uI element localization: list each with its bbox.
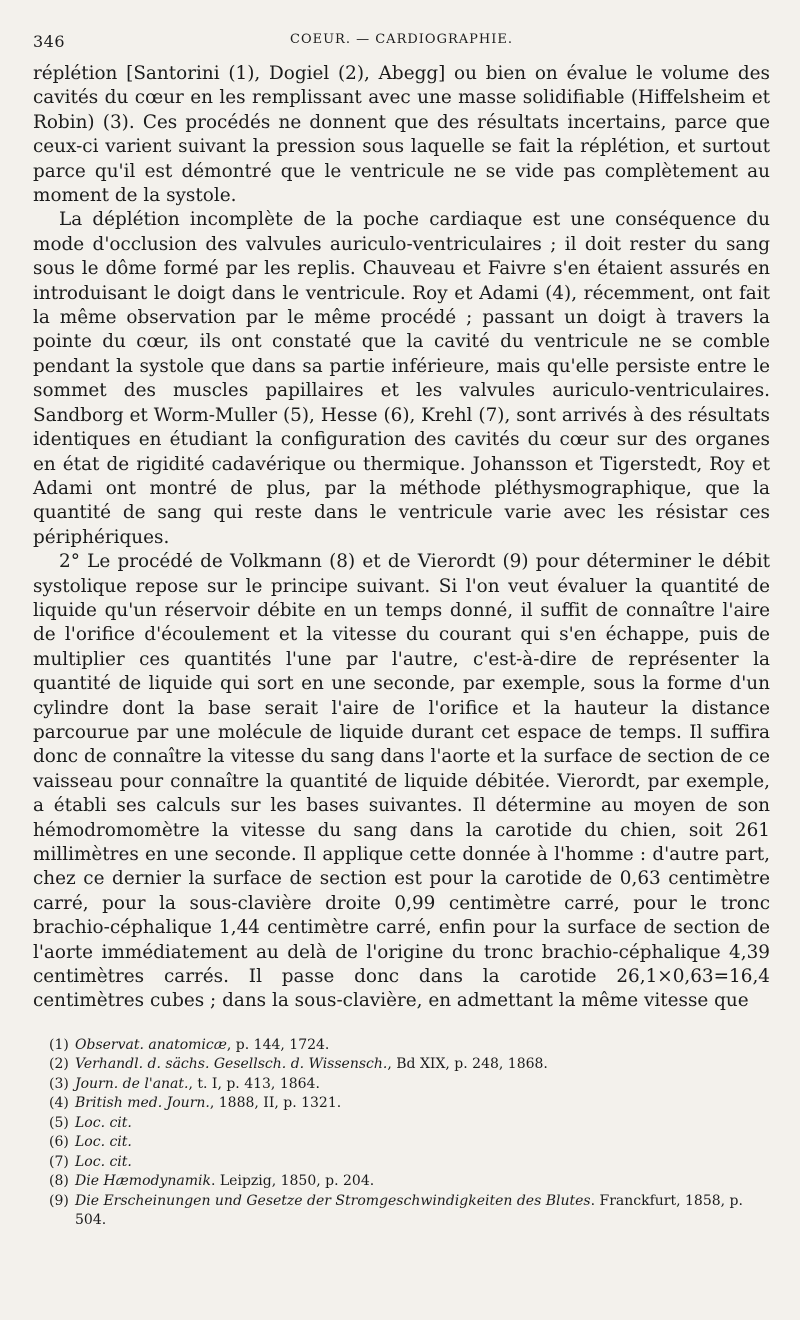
footnote-number: (1) [49,1036,69,1053]
footnote-title: Verhandl. d. sächs. Gesellsch. d. Wissensch. [75,1056,388,1073]
page-header [33,28,770,54]
footnote-title: Observat. anatomicæ [75,1036,227,1053]
footnote [33,1153,770,1173]
footnote-number: (5) [49,1114,69,1131]
footnote [33,1075,770,1095]
footnote-title: Loc. cit. [75,1114,132,1131]
footnote-title: Loc. cit. [75,1153,132,1170]
footnote-rest: , p. 144, 1724. [226,1036,330,1053]
footnote-rest: , Bd XIX, p. 248, 1868. [387,1056,548,1073]
footnote-title: Die Hæmodynamik [75,1173,211,1190]
paragraph: La déplétion incomplète de la poche cardiaque est une conséquence du mode d'occlusion des valvules auriculo-ventriculaires ; il doit rester du sang sous le dôme formé par les replis. Chauveau et Faivre s'en étaient assurés en introduisant le doigt dans le ventricule. Roy et Adami (4), récemment, ont fait la même observation par le même procédé ; passant un doigt à travers la pointe du cœur, ils ont constaté que la cavité du ventricule ne se comble pendant la systole que dans sa partie inférieure, mais qu'elle persiste entre le sommet des muscles papillaires et les valvules auriculo-ventriculaires. Sandborg et Worm-Muller (5), Hesse (6), Krehl (7), sont arrivés à des résultats identiques en étudiant la configuration des cavités du cœur sur des organes en état de rigidité cadavérique ou thermique. Johansson et Tigerstedt, Roy et Adami ont montré de plus, par la méthode pléthysmographique, que la quantité de sang qui reste dans le ventricule varie avec les résistar ces périphériques. [33,209,770,548]
footnote-rest: . Franckfurt, 1858, p. 504. [75,1192,743,1229]
footnote [33,1133,770,1153]
footnote-rest: . Leipzig, 1850, p. 204. [210,1173,375,1190]
footnote-title: Die Erscheinungen und Gesetze der Stromgeschwindigkeiten des Blutes [75,1192,591,1209]
running-head: COEUR. — CARDIOGRAPHIE. [290,32,513,47]
footnote-title: Journ. de l'anat. [75,1075,189,1092]
footnote-title: British med. Journ. [75,1095,210,1112]
footnotes [33,1036,770,1231]
footnote [33,1192,770,1231]
body-text [33,62,770,1014]
footnote-rest: , 1888, II, p. 1321. [209,1095,342,1112]
page-number: 346 [33,32,66,51]
paragraph: 2° Le procédé de Volkmann (8) et de Vierordt (9) pour déterminer le débit systolique repose sur le principe suivant. Si l'on veut évaluer la quantité de liquide qu'un réservoir débite en un temps donné, il suffit de connaître l'aire de l'orifice d'écoulement et la vitesse du courant qui s'en échappe, puis de multiplier ces quantités l'une par l'autre, c'est-à-dire de représenter la quantité de liquide qui sort en une seconde, par exemple, sous la forme d'un cylindre dont la base serait l'aire de l'orifice et la hauteur la distance parcourue par une molécule de liquide durant cet espace de temps. Il suffira donc de connaître la vitesse du sang dans l'aorte et la surface de section de ce vaisseau pour connaître la quantité de liquide débitée. Vierordt, par exemple, a établi ses calculs sur les bases suivantes. Il détermine au moyen de son hémodromomètre la vitesse du sang dans la carotide du chien, soit 261 millimètres en une seconde. Il applique cette donnée à l'homme : d'autre part, chez ce dernier la surface de section est pour la carotide de 0,63 centimètre carré, pour la sous-clavière droite 0,99 centimètre carré, pour le tronc brachio-céphalique 1,44 centimètre carré, enfin pour la surface de section de l'aorte immédiatement au delà de l'origine du tronc brachio-céphalique 4,39 centimètres carrés. Il passe donc dans la carotide 26,1×0,63=16,4 centimètres cubes ; dans la sous-clavière, en admettant la même vitesse que [33,551,770,1012]
footnote [33,1094,770,1114]
footnote [33,1172,770,1192]
footnote [33,1055,770,1075]
footnote-title: Loc. cit. [75,1134,132,1151]
footnote-number: (7) [49,1153,69,1170]
footnote [33,1114,770,1134]
footnote-number: (4) [49,1095,69,1112]
footnote-number: (6) [49,1134,69,1151]
footnote-rest: , t. I, p. 413, 1864. [188,1075,320,1092]
footnote-number: (3) [49,1075,69,1092]
footnote-number: (9) [49,1192,69,1209]
paragraph: réplétion [Santorini (1), Dogiel (2), Abegg] ou bien on évalue le volume des cavités du cœur en les remplissant avec une masse solidifiable (Hiffelsheim et Robin) (3). Ces procédés ne donnent que des résultats incertains, parce que ceux-ci varient suivant la pression sous laquelle se fait la réplétion, et surtout parce qu'il est démontré que le ventricule ne se vide pas complètement au moment de la systole. [33,63,770,207]
footnote-number: (8) [49,1173,69,1190]
footnote [33,1036,770,1056]
footnote-number: (2) [49,1056,69,1073]
